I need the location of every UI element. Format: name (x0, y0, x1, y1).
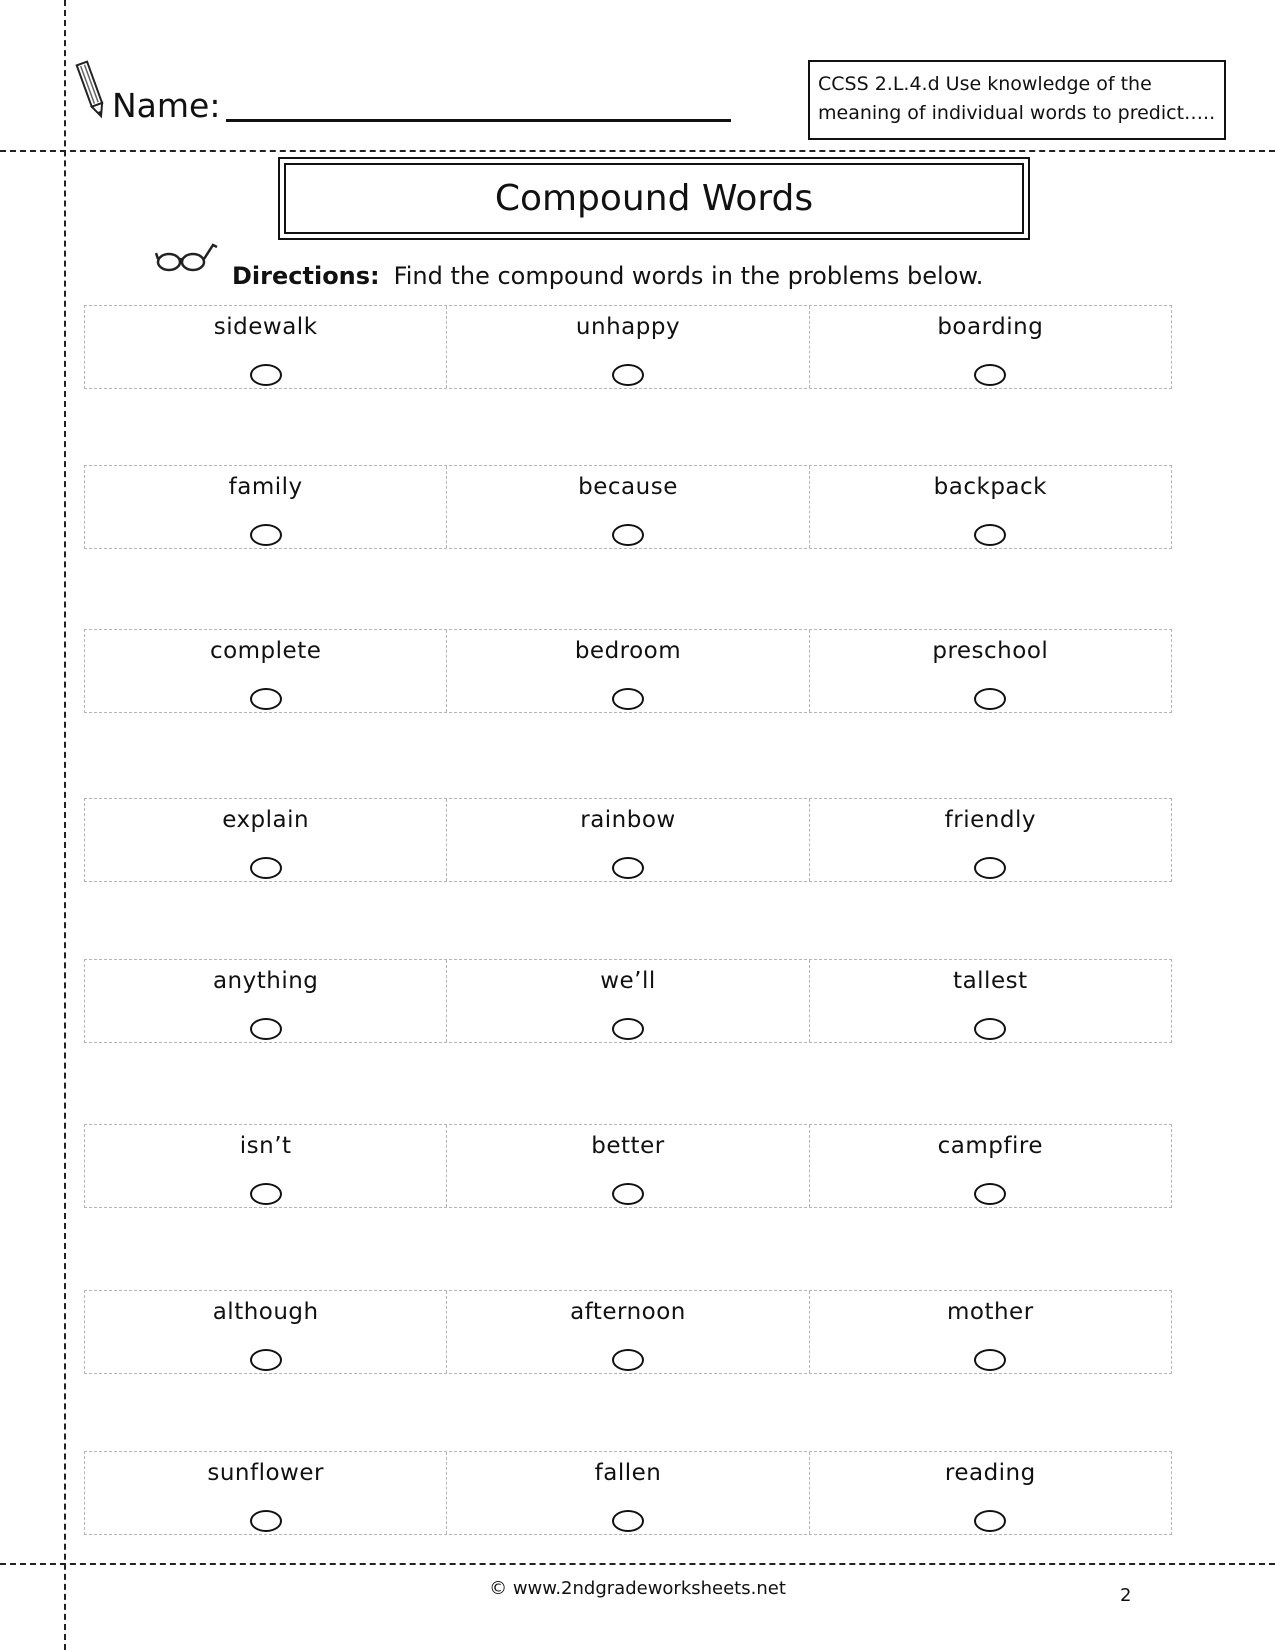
word-row (84, 305, 1172, 389)
word-label: although (212, 1299, 319, 1325)
title-box (278, 157, 1030, 240)
word-cell (447, 1125, 809, 1207)
directions-label: Directions: (232, 262, 380, 290)
word-row (84, 1124, 1172, 1208)
word-label: isn’t (239, 1133, 292, 1159)
word-label: reading (944, 1460, 1036, 1486)
word-cell (810, 1125, 1171, 1207)
pencil-icon (72, 58, 110, 122)
word-row (84, 1290, 1172, 1374)
word-cell (810, 630, 1171, 712)
name-field (72, 58, 731, 125)
answer-bubble[interactable] (250, 524, 282, 546)
word-label: friendly (944, 807, 1036, 833)
answer-bubble[interactable] (974, 857, 1006, 879)
word-row (84, 959, 1172, 1043)
word-label: complete (209, 638, 322, 664)
word-row (84, 465, 1172, 549)
word-row (84, 629, 1172, 713)
answer-bubble[interactable] (974, 688, 1006, 710)
word-label: bedroom (574, 638, 682, 664)
page-title: Compound Words (494, 178, 814, 219)
answer-bubble[interactable] (612, 688, 644, 710)
word-row (84, 1451, 1172, 1535)
standard-box (808, 60, 1226, 140)
word-cell (85, 306, 447, 388)
name-label: Name: (112, 86, 221, 125)
word-label: mother (946, 1299, 1034, 1325)
word-cell (447, 306, 809, 388)
word-cell (85, 1291, 447, 1373)
word-cell (85, 1125, 447, 1207)
word-cell (447, 630, 809, 712)
answer-bubble[interactable] (612, 524, 644, 546)
word-cell (447, 960, 809, 1042)
answer-bubble[interactable] (974, 364, 1006, 386)
word-label: afternoon (570, 1299, 686, 1325)
standard-line-2: meaning of individual words to predict….. (818, 102, 1216, 124)
copyright-footer: © www.2ndgradeworksheets.net (489, 1578, 786, 1599)
answer-bubble[interactable] (974, 1018, 1006, 1040)
answer-bubble[interactable] (250, 364, 282, 386)
word-label: tallest (953, 968, 1028, 994)
word-label: rainbow (580, 807, 676, 833)
bottom-cut-line (0, 1563, 1275, 1565)
name-blank[interactable] (226, 119, 731, 122)
top-cut-line (0, 150, 1275, 152)
word-cell (810, 799, 1171, 881)
word-cell (810, 466, 1171, 548)
answer-bubble[interactable] (612, 1018, 644, 1040)
word-cell (810, 306, 1171, 388)
word-cell (85, 960, 447, 1042)
answer-bubble[interactable] (250, 1018, 282, 1040)
answer-bubble[interactable] (974, 524, 1006, 546)
answer-bubble[interactable] (974, 1349, 1006, 1371)
answer-bubble[interactable] (974, 1510, 1006, 1532)
word-cell (85, 799, 447, 881)
word-row (84, 798, 1172, 882)
word-cell (447, 1291, 809, 1373)
answer-bubble[interactable] (612, 1349, 644, 1371)
word-label: sunflower (207, 1460, 324, 1486)
word-label: anything (212, 968, 319, 994)
answer-bubble[interactable] (974, 1183, 1006, 1205)
word-label: explain (222, 807, 310, 833)
word-cell (810, 960, 1171, 1042)
word-cell (810, 1291, 1171, 1373)
word-label: we’ll (600, 968, 656, 994)
word-label: backpack (933, 474, 1047, 500)
word-cell (85, 466, 447, 548)
directions-text: Find the compound words in the problems below. (393, 262, 984, 290)
page-number: 2 (1120, 1585, 1132, 1606)
answer-bubble[interactable] (612, 1510, 644, 1532)
answer-bubble[interactable] (250, 1510, 282, 1532)
glasses-icon (155, 237, 219, 275)
answer-bubble[interactable] (250, 1183, 282, 1205)
word-label: because (578, 474, 678, 500)
vertical-cut-line (64, 0, 66, 1650)
word-cell (447, 799, 809, 881)
answer-bubble[interactable] (250, 857, 282, 879)
word-label: unhappy (575, 314, 681, 340)
answer-bubble[interactable] (612, 364, 644, 386)
answer-bubble[interactable] (250, 1349, 282, 1371)
word-cell (85, 630, 447, 712)
word-label: preschool (932, 638, 1049, 664)
word-label: boarding (937, 314, 1044, 340)
word-cell (447, 1452, 809, 1534)
word-cell (85, 1452, 447, 1534)
word-label: family (228, 474, 303, 500)
standard-line-1: CCSS 2.L.4.d Use knowledge of the (818, 73, 1152, 95)
word-label: fallen (594, 1460, 662, 1486)
directions (232, 262, 983, 290)
word-label: sidewalk (213, 314, 318, 340)
word-label: better (591, 1133, 665, 1159)
word-cell (447, 466, 809, 548)
answer-bubble[interactable] (612, 857, 644, 879)
answer-bubble[interactable] (250, 688, 282, 710)
word-label: campfire (937, 1133, 1043, 1159)
answer-bubble[interactable] (612, 1183, 644, 1205)
word-cell (810, 1452, 1171, 1534)
